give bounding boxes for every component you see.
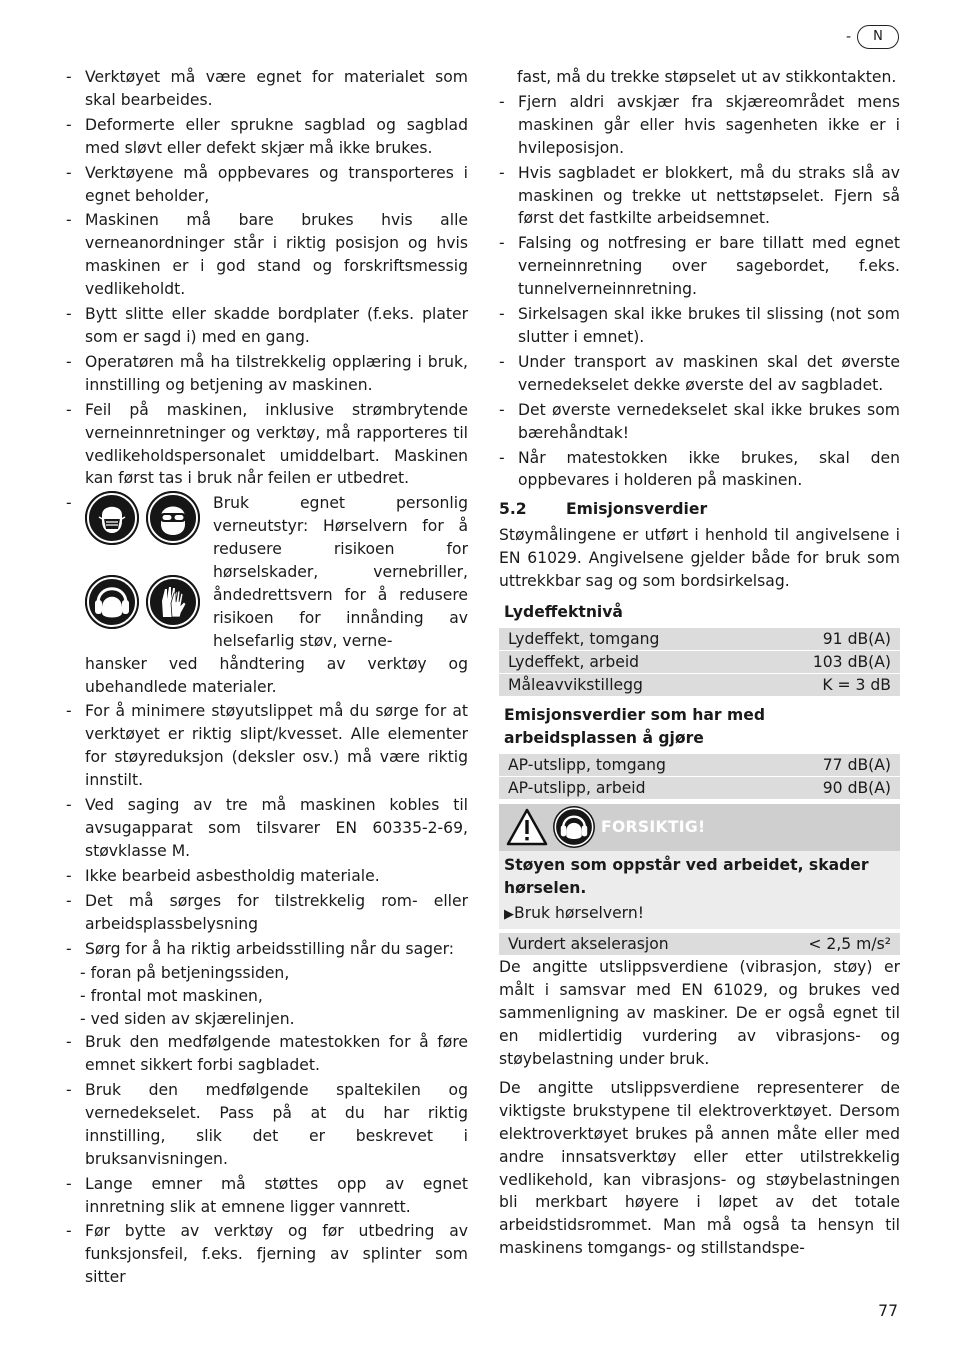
list-item-text: Det må sørges for tilstrekkelig rom- eller arbeidsplassbelysning — [85, 891, 468, 933]
bullet-dash: - — [66, 352, 72, 371]
bullet-dash: - — [499, 400, 505, 419]
list-item-text: Før bytte av verktøy og før utbedring av funksjonsfeil, f.eks. fjerning av splinter som sitter — [85, 1222, 468, 1287]
table-row — [499, 651, 900, 673]
bullet-dash: - — [499, 305, 505, 324]
vibration-value: < 2,5 m/s² — [808, 935, 891, 954]
list-item — [499, 303, 900, 349]
row-label: Måleavvikstillegg — [508, 675, 643, 694]
bullet-dash: - — [66, 211, 72, 230]
warning-banner — [499, 804, 900, 851]
list-item-text: Feil på maskinen, inklusive strømbrytende verneinnretninger og verktøy, må rapporteres til vedlikeholdspersonalet umiddelbart. Maskinen kan først tas i bruk når feilen er utbedret. — [85, 400, 468, 488]
list-item — [499, 232, 900, 301]
list-item-text: Deformerte eller sprukne sagblad og sagblad med sløvt eller defekt skjær må ikke brukes. — [85, 115, 468, 157]
table2-heading: Emisjonsverdier som har med arbeidsplassen å gjøre — [504, 705, 766, 747]
row-value: 90 dB(A) — [822, 778, 891, 797]
ear-protection-icon — [85, 575, 139, 629]
bullet-dash: - — [66, 1033, 72, 1052]
ppe-icons — [85, 491, 200, 652]
list-item-text: Når matestokken ikke brukes, skal den oppbevares i holderen på maskinen. — [518, 448, 900, 490]
row-value: 103 dB(A) — [812, 652, 891, 671]
warning-statement: Støyen som oppstår ved arbeidet, skader hørselen. — [504, 855, 869, 897]
table-row — [499, 754, 900, 776]
list-item-text: Bruk den medfølgende matestokken for å føre emnet sikkert forbi sagbladet. — [85, 1033, 468, 1075]
warning-triangle-icon — [505, 807, 549, 847]
list-item — [66, 114, 468, 160]
table-row — [499, 777, 900, 799]
intro-paragraph: Støymålingene er utført i henhold til angivelsene i EN 61029. Angivelsene gjelder både for bruk som uttrekkbar sag og som bordsirkelsag. — [499, 526, 900, 591]
list-item-text: Fjern aldri avskjær fra skjæreområdet mens maskinen går eller hvis sagenheten ikke er i hvileposisjon. — [518, 92, 900, 157]
list-item — [499, 447, 900, 493]
bullet-dash: - — [66, 1080, 72, 1099]
list-item-text: Ved saging av tre må maskinen kobles til avsugapparat som tilsvarer EN 60335-2-69, støvklasse M. — [85, 796, 468, 860]
list-item-text: Ikke bearbeid asbestholdig materiale. — [85, 866, 380, 885]
list-item — [66, 209, 468, 301]
emission-paragraph-2: De angitte utslippsverdiene representerer de viktigste brukstypene til elektroverktøyet. Dersom elektroverktøyet brukes på annen måte eller med andre innsatsverktøy eller etter utilstrekkelig vedlikehold, kan vibrasjons- og støybelastningen bli merkbart høyere i løpet av det totale arbeidstidsrommet. Man må også ta hensyn til maskinens tomgangs- og stillstandspe- — [499, 1078, 900, 1258]
list-item-text: Verktøyet må være egnet for materialet som skal bearbeides. — [85, 68, 468, 109]
row-label: Lydeffekt, tomgang — [508, 629, 660, 648]
ppe-text: Bruk egnet personlig verneutstyr: Hørselvern for å redusere risikoen for hørselskader, vernebriller, åndedrettsvern for å redusere risikoen for innånding av helsefarlig støv, verne- — [213, 494, 468, 650]
row-label: AP-utslipp, arbeid — [508, 778, 646, 797]
sub-list-item: - frontal mot maskinen, — [80, 987, 263, 1006]
continued-text: fast, må du trekke støpselet ut av stikkontakten. — [517, 68, 897, 86]
list-item-text: Falsing og notfresing er bare tillatt med egnet verneinnretning over sagebordet, f.eks. tunnelverneinnretning. — [518, 234, 900, 299]
list-item-text: Verktøyene må oppbevares og transporteres i egnet beholder, — [85, 163, 468, 205]
list-item — [66, 66, 468, 112]
list-item — [66, 700, 468, 792]
table-row — [499, 628, 900, 650]
list-item — [499, 399, 900, 445]
bullet-dash: - — [66, 1174, 72, 1193]
list-item — [66, 303, 468, 349]
face-mask-icon — [85, 491, 139, 545]
ppe-item: - Bruk egnet personlig verneutstyr: Hørselvern for å redusere risikoen for hørselskader, vernebriller, åndedrettsvern for å redusere risikoen for innånding av helsefarlig støv, verne- — [66, 492, 468, 652]
warning-label: FORSIKTIG! — [601, 817, 706, 836]
bullet-dash: - — [66, 796, 72, 815]
sub-list-item: - ved siden av skjærelinjen. — [80, 1010, 295, 1029]
list-item-text: Hvis sagbladet er blokkert, må du straks slå av maskinen og trekke ut nettstøpselet. Fjern så først det fastkilte arbeidsemnet. — [518, 163, 900, 228]
bullet-dash: - — [66, 866, 72, 885]
list-item — [66, 399, 468, 491]
list-item-text: Sirkelsagen skal ikke brukes til slissing (not som slutter i emnet). — [518, 305, 900, 346]
section-heading — [499, 498, 900, 521]
list-item — [66, 1220, 468, 1289]
sound-power-table — [499, 628, 900, 696]
warning-body — [499, 851, 900, 930]
protective-gloves-icon — [146, 575, 200, 629]
list-item-text: For å minimere støyutslippet må du sørge for at verktøyet er riktig slipt/kvesset. Alle elementer for støyreduksjon (deksler osv.) må være riktig innstilt. — [85, 702, 468, 790]
table-row — [499, 674, 900, 696]
lang-dash: - — [845, 28, 851, 45]
bullet-dash: - — [66, 702, 72, 721]
list-item-text: Sørg for å ha riktig arbeidsstilling når du sager: — [85, 939, 455, 958]
list-item — [66, 794, 468, 863]
list-item-text: Lange emner må støttes opp av egnet innretning slik at emnene ligger vannrett. — [85, 1174, 468, 1216]
list-item-text: Det øverste vernedekselet skal ikke brukes som bærehåndtak! — [518, 400, 900, 442]
arrow-icon: ▶ — [504, 907, 514, 923]
list-item — [499, 91, 900, 160]
bullet-dash: - — [499, 163, 505, 182]
bullet-dash: - — [66, 68, 72, 86]
warning-action-text: Bruk hørselvern! — [514, 904, 644, 923]
page-number: 77 — [878, 1302, 898, 1320]
list-item — [66, 351, 468, 397]
list-item — [66, 938, 468, 961]
left-column — [66, 66, 468, 1291]
safety-goggles-icon — [146, 491, 200, 545]
list-item — [66, 1079, 468, 1171]
list-item-text: Under transport av maskinen skal det øverste vernedekselet dekke øverste del av sagbladet. — [518, 352, 900, 394]
list-item-text: Maskinen må bare brukes hvis alle verneanordninger står i riktig posisjon og hvis maskinen er i god stand og forskriftsmessig vedlikeholdt. — [85, 211, 468, 299]
bullet-dash: - — [66, 115, 72, 134]
list-item-text: Bruk den medfølgende spaltekilen og vernedekselet. Pass på at du har riktig innstilling, slik det er beskrevet i bruksanvisningen. — [85, 1080, 468, 1168]
row-value: 91 dB(A) — [822, 629, 891, 648]
list-item — [66, 865, 468, 888]
section-number: 5.2 — [499, 500, 527, 519]
bullet-dash: - — [66, 891, 72, 910]
bullet-dash: - — [66, 163, 72, 182]
right-column — [499, 66, 900, 1266]
list-item — [499, 162, 900, 231]
section-title: Emisjonsverdier — [566, 500, 708, 519]
table1-heading: Lydeffektnivå — [504, 602, 623, 621]
warning-action — [504, 902, 895, 927]
list-item — [499, 351, 900, 397]
vibration-label: Vurdert akselerasjon — [508, 935, 669, 954]
list-item — [66, 1173, 468, 1219]
row-label: Lydeffekt, arbeid — [508, 652, 640, 671]
workplace-emission-table — [499, 754, 900, 799]
bullet-dash: - — [499, 448, 505, 467]
list-item — [66, 890, 468, 936]
bullet-dash: - — [66, 939, 72, 958]
row-value: 77 dB(A) — [822, 755, 891, 774]
bullet-dash: - — [66, 305, 72, 324]
bullet-dash: - — [66, 1222, 72, 1241]
row-value: K = 3 dB — [822, 675, 891, 694]
bullet-dash: - — [66, 400, 72, 419]
hearing-protection-icon — [553, 806, 595, 848]
list-item — [66, 1031, 468, 1077]
vibration-row — [499, 933, 900, 955]
bullet-dash: - — [499, 352, 505, 371]
list-item-text: Bytt slitte eller skadde bordplater (f.eks. plater som er sagd i) med en gang. — [85, 305, 468, 346]
bullet-dash: - — [499, 92, 505, 111]
list-item — [66, 162, 468, 208]
language-badge: N — [857, 25, 899, 49]
bullet-dash: - — [499, 234, 505, 253]
ppe-text-continued: hansker ved håndtering av verktøy og ubehandlede materialer. — [85, 654, 468, 696]
sub-list-item: - foran på betjeningssiden, — [80, 964, 290, 983]
language-indicator — [846, 25, 899, 49]
row-label: AP-utslipp, tomgang — [508, 755, 666, 774]
list-item-text: Operatøren må ha tilstrekkelig opplæring i bruk, innstilling og betjening av maskinen. — [85, 352, 468, 394]
emission-paragraph-1: De angitte utslippsverdiene (vibrasjon, støy) er målt i samsvar med EN 61029, og brukes ved sammenligning av maskiner. De er også egnet til en midlertidig vurdering av vibrasjons- og støybelastning under bruk. — [499, 958, 900, 1068]
